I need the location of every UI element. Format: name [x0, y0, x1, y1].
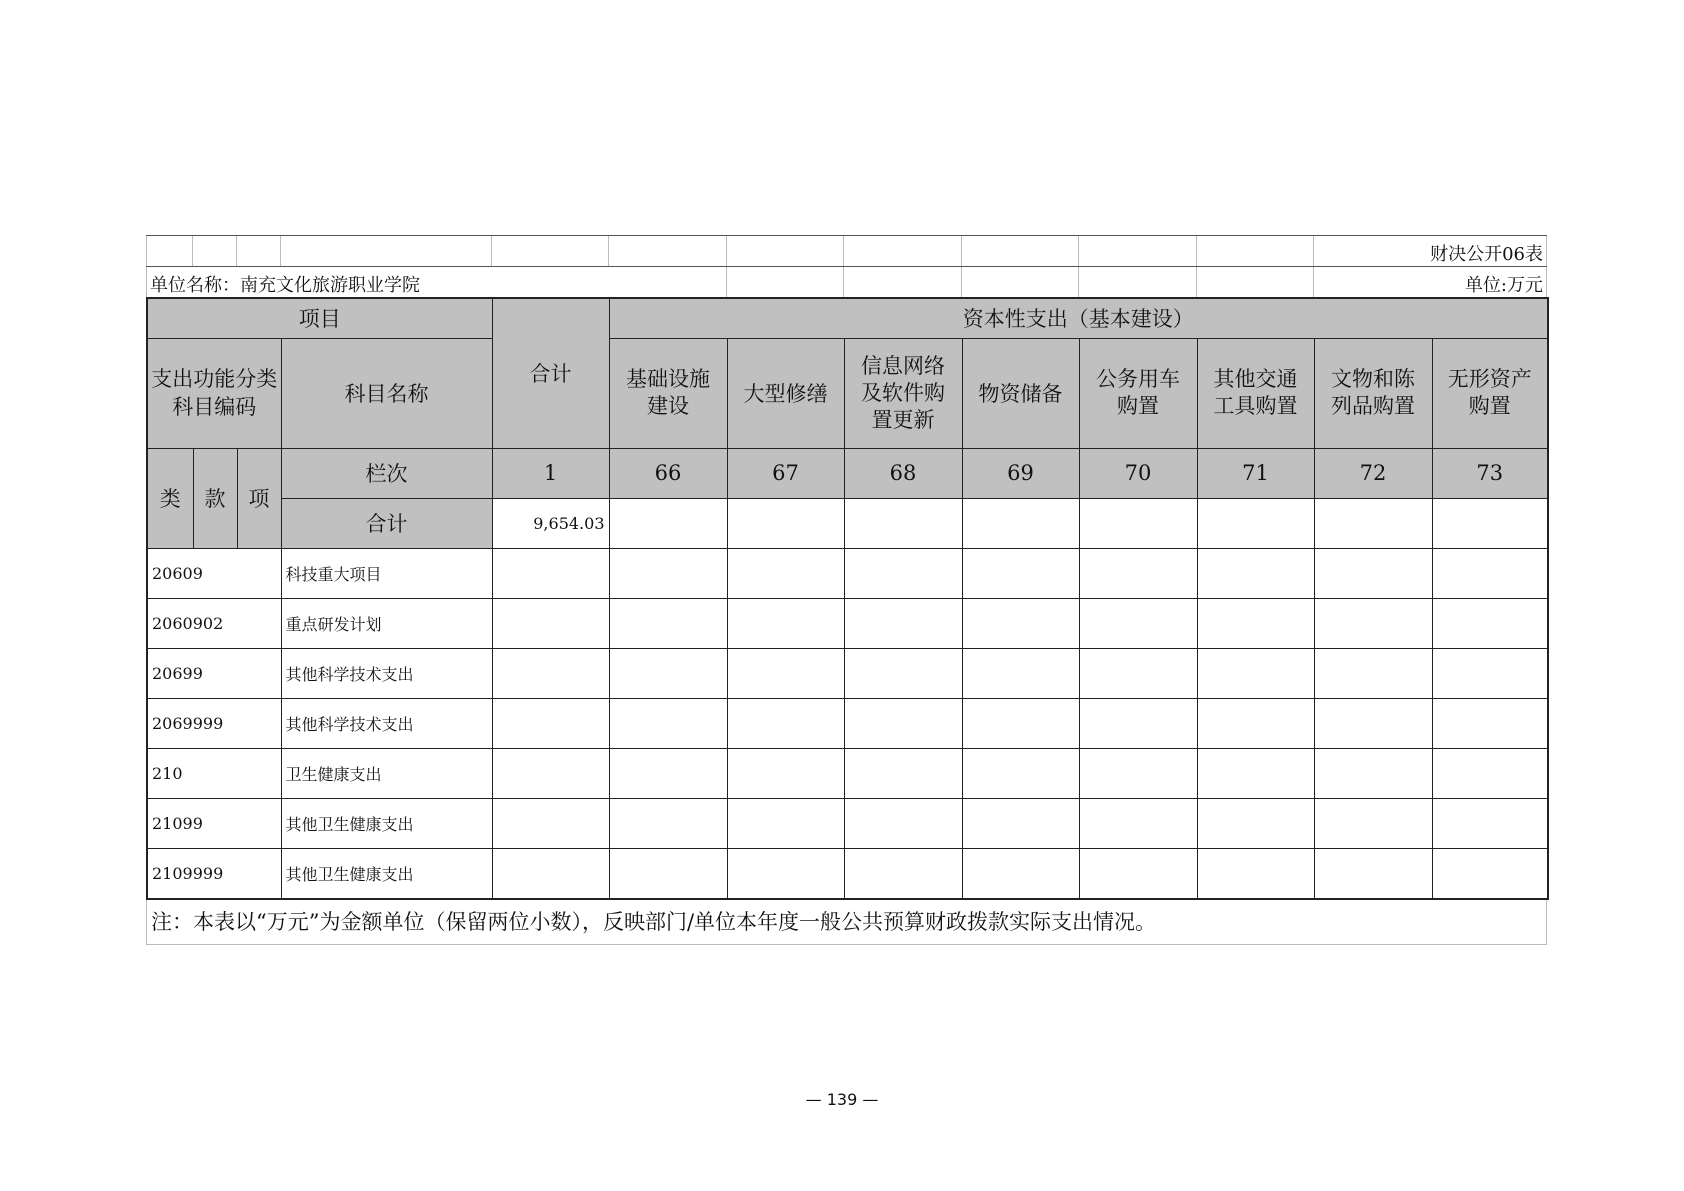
header-item: 项目 — [147, 298, 492, 338]
table-row — [147, 798, 1548, 848]
row-code: 20609 — [147, 548, 281, 598]
table-row — [147, 648, 1548, 698]
column-number: 68 — [844, 448, 962, 498]
unit-name: 单位名称：南充文化旅游职业学院 — [150, 275, 420, 296]
header-total: 合计 — [492, 298, 609, 448]
column-number: 73 — [1432, 448, 1548, 498]
row-subject: 其他科学技术支出 — [281, 648, 492, 698]
report-sheet — [146, 235, 1547, 945]
row-subject: 其他卫生健康支出 — [281, 848, 492, 899]
table-row — [147, 548, 1548, 598]
header-xiang: 项 — [237, 448, 281, 548]
table-row — [147, 748, 1548, 798]
header-func-code: 支出功能分类科目编码 — [147, 338, 281, 448]
row-code: 2109999 — [147, 848, 281, 899]
header-col-1: 大型修缮 — [727, 338, 844, 448]
header-capital: 资本性支出（基本建设） — [609, 298, 1548, 338]
table-row — [147, 698, 1548, 748]
empty-cell — [962, 498, 1079, 548]
header-col-5: 其他交通工具购置 — [1197, 338, 1314, 448]
unit-row — [146, 266, 1547, 297]
header-col-4: 公务用车购置 — [1079, 338, 1197, 448]
header-col-6: 文物和陈列品购置 — [1314, 338, 1432, 448]
empty-cell — [1079, 498, 1197, 548]
data-rows — [147, 548, 1548, 899]
empty-cell — [727, 498, 844, 548]
row-subject: 重点研发计划 — [281, 598, 492, 648]
header-kuan: 款 — [193, 448, 237, 548]
total-row-value: 9,654.03 — [492, 498, 609, 548]
total-row — [147, 498, 1548, 548]
empty-cell — [1314, 498, 1432, 548]
empty-cell — [1432, 498, 1548, 548]
row-subject: 其他卫生健康支出 — [281, 798, 492, 848]
table-row — [147, 598, 1548, 648]
expenditure-table — [146, 297, 1549, 900]
header-col-7: 无形资产购置 — [1432, 338, 1548, 448]
column-number: 67 — [727, 448, 844, 498]
column-number: 66 — [609, 448, 727, 498]
row-subject: 卫生健康支出 — [281, 748, 492, 798]
empty-cell — [1197, 498, 1314, 548]
header-lei: 类 — [147, 448, 193, 548]
header-col-2: 信息网络及软件购置更新 — [844, 338, 962, 448]
row-code: 2069999 — [147, 698, 281, 748]
empty-cell — [844, 498, 962, 548]
header-subject-name: 科目名称 — [281, 338, 492, 448]
column-number: 69 — [962, 448, 1079, 498]
row-code: 210 — [147, 748, 281, 798]
form-id: 财决公开06表 — [1430, 244, 1543, 265]
column-number: 72 — [1314, 448, 1432, 498]
empty-cell — [609, 498, 727, 548]
page-number: — 139 — — [805, 1090, 879, 1109]
column-number: 71 — [1197, 448, 1314, 498]
row-code: 20699 — [147, 648, 281, 698]
form-id-row — [146, 235, 1547, 266]
header-lanci: 栏次 — [281, 448, 492, 498]
unit-label: 单位:万元 — [1464, 275, 1543, 296]
total-row-label: 合计 — [281, 498, 492, 548]
row-code: 21099 — [147, 798, 281, 848]
header-col-3: 物资储备 — [962, 338, 1079, 448]
table-note: 注：本表以“万元”为金额单位（保留两位小数），反映部门/单位本年度一般公共预算财政拨款实际支出情况。 — [146, 900, 1547, 945]
column-number: 70 — [1079, 448, 1197, 498]
header-col-0: 基础设施建设 — [609, 338, 727, 448]
row-subject: 科技重大项目 — [281, 548, 492, 598]
table-row — [147, 848, 1548, 899]
row-subject: 其他科学技术支出 — [281, 698, 492, 748]
column-number: 1 — [492, 448, 609, 498]
row-code: 2060902 — [147, 598, 281, 648]
